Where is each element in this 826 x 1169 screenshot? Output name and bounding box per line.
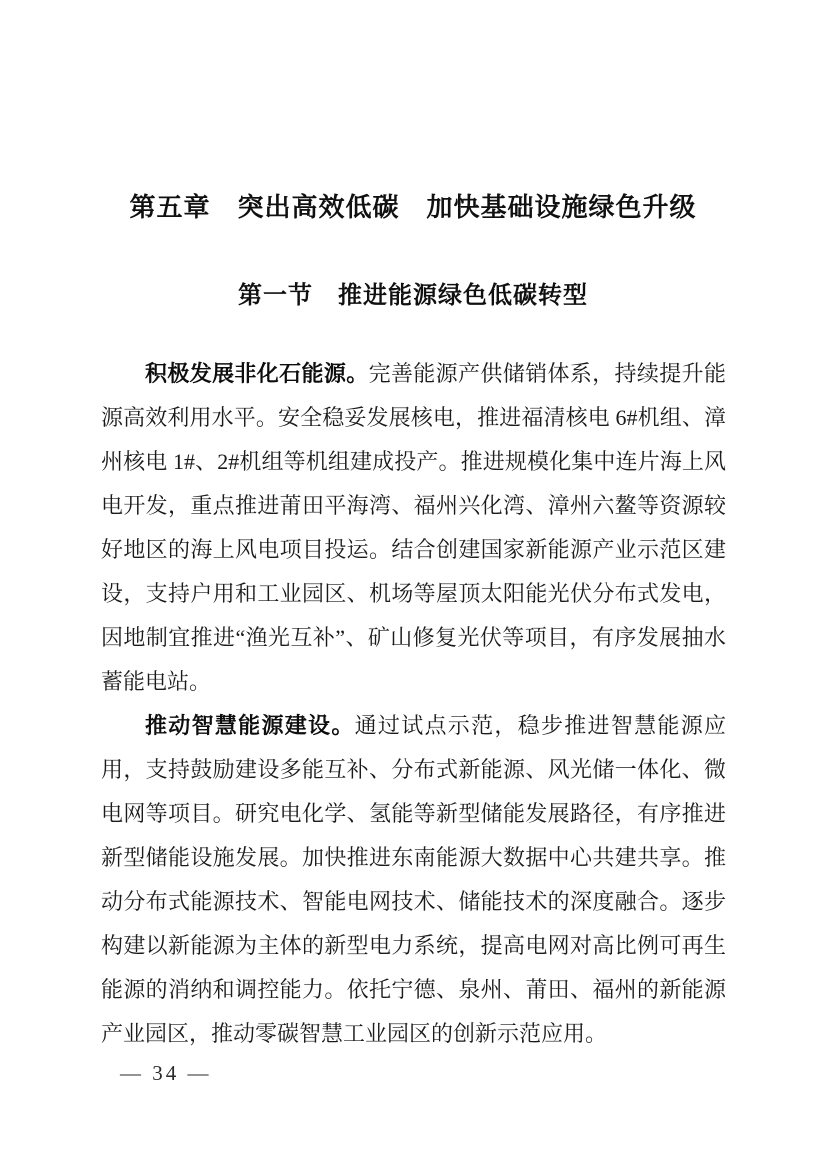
paragraph-non-fossil-energy <box>101 352 726 704</box>
page-number: — 34 — <box>120 1061 212 1085</box>
paragraph-lead: 推动智慧能源建设。 <box>145 713 355 738</box>
chapter-title: 第五章 突出高效低碳 加快基础设施绿色升级 <box>129 192 697 222</box>
paragraph-smart-energy <box>101 704 726 1056</box>
paragraph-lead: 积极发展非化石能源。 <box>145 361 369 386</box>
document-body <box>101 352 726 1056</box>
paragraph-text: 完善能源产供储销体系，持续提升能源高效利用水平。安全稳妥发展核电，推进福清核电 6#机组、漳州核电 1#、2#机组等机组建成投产。推进规模化集中连片海上风电开发，重点推进莆田平海湾、福州兴化湾、漳州六鳌等资源较好地区的海上风电项目投运。结合创建国家新能源产业示范区建设，支持户用和工业园区、机场等屋顶太阳能光伏分布式发电，因地制宜推进“渔光互补”、矿山修复光伏等项目，有序发展抽水蓄能电站。 <box>101 361 726 694</box>
section-title: 第一节 推进能源绿色低碳转型 <box>238 283 588 309</box>
paragraph-text: 通过试点示范，稳步推进智慧能源应用，支持鼓励建设多能互补、分布式新能源、风光储一体化、微电网等项目。研究电化学、氢能等新型储能发展路径，有序推进新型储能设施发展。加快推进东南能源大数据中心共建共享。推动分布式能源技术、智能电网技术、储能技术的深度融合。逐步构建以新能源为主体的新型电力系统，提高电网对高比例可再生能源的消纳和调控能力。依托宁德、泉州、莆田、福州的新能源产业园区，推动零碳智慧工业园区的创新示范应用。 <box>101 713 726 1046</box>
